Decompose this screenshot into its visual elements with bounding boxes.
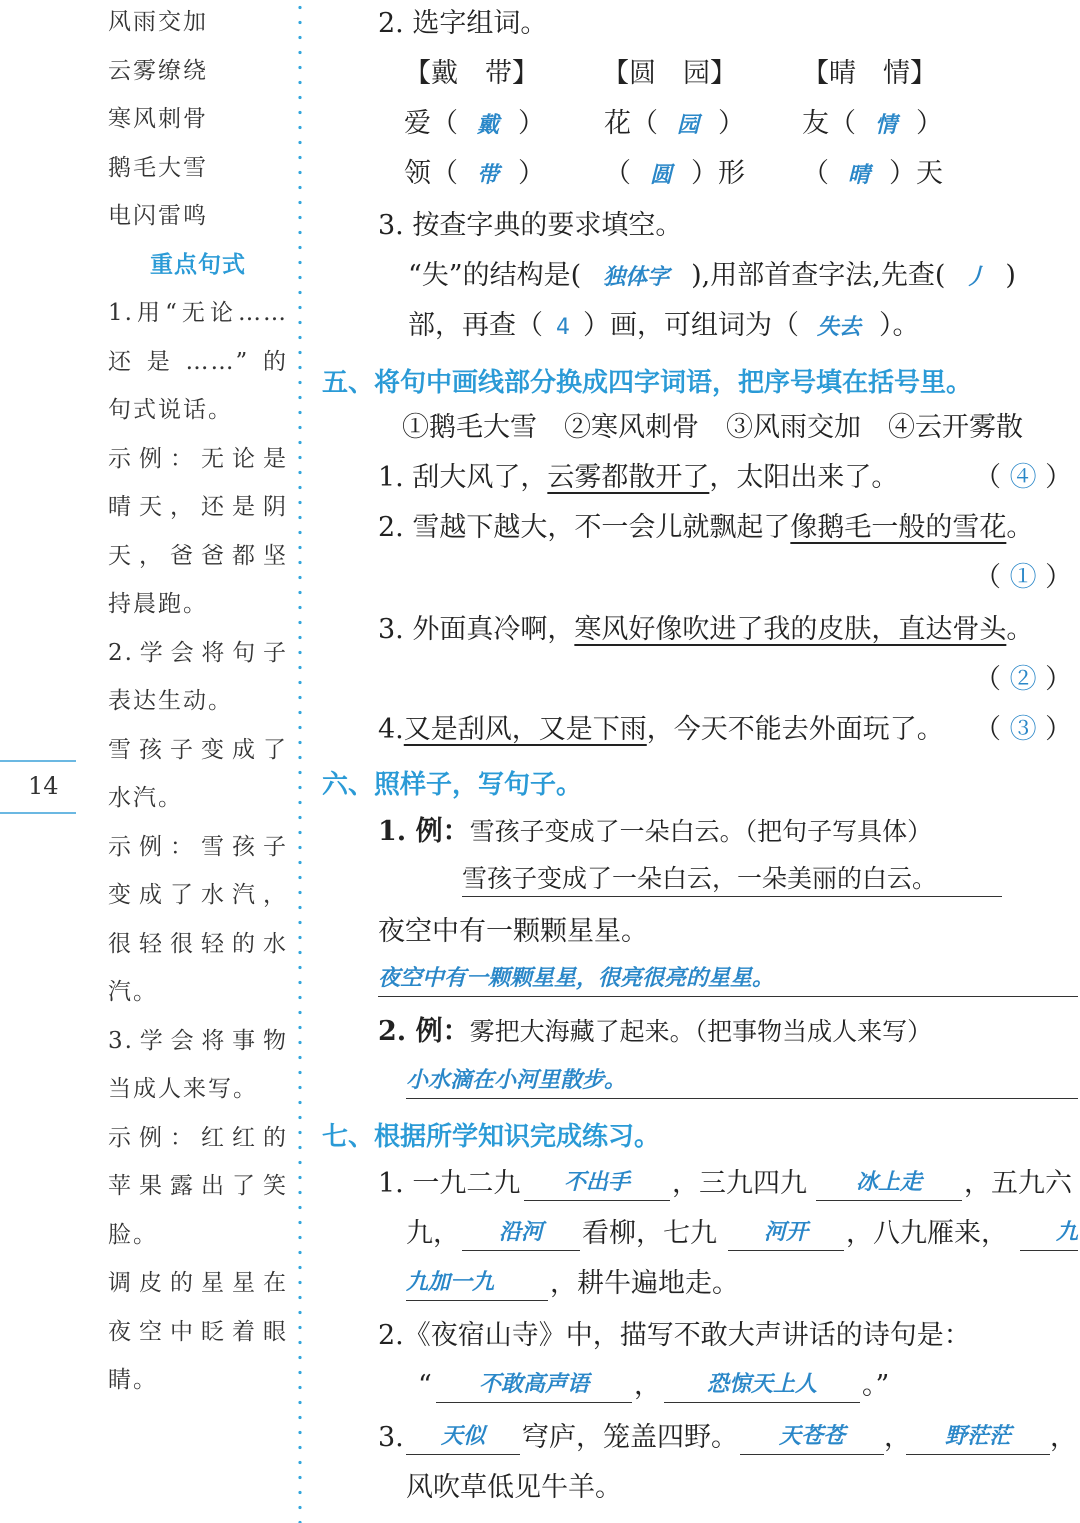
- dotted-divider: [298, 0, 302, 1523]
- section-title: 七、根据所学知识完成练习。: [322, 1122, 661, 1152]
- proverb-text: ，五九六: [964, 1168, 1072, 1199]
- char-group: 【圆 园】: [602, 58, 737, 89]
- sidebar-line: 2.学会将句子: [108, 639, 288, 666]
- word-blank: （ 晴 ）天: [802, 158, 943, 189]
- answer-blank: 野茫茫: [906, 1420, 1050, 1455]
- sidebar-line: 还是……”的: [108, 348, 288, 375]
- word-blank: 友（ 情 ）: [802, 108, 943, 139]
- page-number-rule-bottom: [0, 812, 76, 814]
- dictionary-line-1: “失”的结构是( 独体字 ),用部首查字法,先查( 丿 ): [408, 260, 1016, 291]
- answer-line: 小水滴在小河里散步。: [406, 1064, 1078, 1099]
- answer-blank: 恐惊天上人: [664, 1368, 860, 1403]
- answer-blank: 天苍苍: [740, 1420, 884, 1455]
- poem-number: 3.: [378, 1422, 404, 1453]
- answer-paren: （ ② ）: [974, 664, 1073, 695]
- answer-blank: 河开: [728, 1216, 844, 1251]
- example-1: 1. 例：雪孩子变成了一朵白云。（把句子写具体）: [378, 816, 933, 847]
- sidebar-line: 当成人来写。: [108, 1076, 258, 1102]
- idiom-options: ①鹅毛大雪 ②寒风刺骨 ③风雨交加 ④云开雾散: [402, 412, 1023, 443]
- sidebar-line: 示例：红红的: [108, 1124, 288, 1151]
- dictionary-line-2: 部，再查（ 4 ）画，可组词为（ 失去 ）。: [408, 310, 920, 341]
- char-group: 【戴 带】: [404, 58, 539, 89]
- sidebar-line: 1.用“无论……: [108, 300, 288, 326]
- example-model-sentence: 雪孩子变成了一朵白云，一朵美丽的白云。: [462, 862, 1002, 897]
- sidebar-line: 苹果露出了笑: [108, 1173, 288, 1199]
- proverb-text: ，三九四九: [672, 1168, 807, 1199]
- answer-blank: 冰上走: [816, 1166, 962, 1201]
- char-group: 【晴 情】: [802, 58, 937, 89]
- idiom: 风雨交加: [108, 9, 208, 35]
- sidebar-line: 表达生动。: [108, 688, 233, 714]
- answer-blank: 沿河: [462, 1216, 580, 1251]
- idiom: 云雾缭绕: [108, 57, 208, 84]
- sidebar-line: 很轻很轻的水: [108, 930, 288, 957]
- sentence-item: 4.又是刮风，又是下雨，今天不能去外面玩了。: [378, 714, 944, 745]
- answer-line: 夜空中有一颗颗星星，很亮很亮的星星。: [378, 962, 1078, 997]
- word-blank: 花（ 园 ）: [604, 108, 745, 139]
- word-blank: （ 圆 ）形: [604, 158, 745, 189]
- sidebar-line: 晴天，还是阴: [108, 494, 288, 520]
- section-title: 五、将句中画线部分换成四字词语，把序号填在括号里。: [322, 368, 973, 398]
- proverb-text: 九，: [406, 1218, 460, 1249]
- idiom: 寒风刺骨: [108, 106, 208, 132]
- page-number: 14: [28, 772, 59, 800]
- proverb-text: 看柳，七九: [582, 1218, 717, 1249]
- comma: ，: [1050, 1422, 1077, 1453]
- proverb-text: ，八九雁来，: [846, 1218, 1008, 1249]
- sentence-item: 1. 刮大风了，云雾都散开了，太阳出来了。: [378, 462, 899, 493]
- poem-question: 2.《夜宿山寺》中，描写不敢大声讲话的诗句是：: [378, 1320, 971, 1351]
- section-title: 六、照样子，写句子。: [322, 770, 583, 800]
- answer-paren: （ ③ ）: [974, 714, 1073, 745]
- quote-close: 。”: [862, 1370, 890, 1401]
- comma: ，: [884, 1422, 911, 1453]
- practice-sentence: 夜空中有一颗颗星星。: [378, 916, 648, 947]
- sidebar-line: 句式说话。: [108, 397, 233, 423]
- sidebar-line: 雪孩子变成了: [108, 736, 288, 763]
- word-blank: 领（ 带 ）: [404, 158, 545, 189]
- sidebar-line: 汽。: [108, 979, 158, 1005]
- poem-text: 穹庐，笼盖四野。: [522, 1422, 738, 1453]
- sidebar-line: 脸。: [108, 1221, 158, 1248]
- idiom: 电闪雷鸣: [108, 203, 208, 229]
- sentence-item: 2. 雪越下越大，不一会儿就飘起了像鹅毛一般的雪花。: [378, 512, 1034, 543]
- proverb-text: ，耕牛遍地走。: [550, 1268, 739, 1299]
- sidebar-line: 天，爸爸都坚: [108, 542, 288, 569]
- answer-blank: 不出手: [524, 1166, 670, 1201]
- question-title: 2. 选字组词。: [378, 8, 548, 39]
- answer-blank: 天似: [406, 1420, 520, 1455]
- sidebar-line: 示例：雪孩子: [108, 833, 288, 860]
- answer-paren: （ ④ ）: [974, 462, 1073, 493]
- answer-paren: （ ① ）: [974, 562, 1073, 593]
- word-blank: 爱（ 戴 ）: [404, 108, 545, 139]
- answer-blank: 九加一九: [406, 1266, 548, 1301]
- question-title: 3. 按查字典的要求填空。: [378, 210, 683, 241]
- sidebar-heading: 重点句式: [150, 251, 246, 278]
- idiom: 鹅毛大雪: [108, 154, 208, 181]
- page-number-rule-top: [0, 760, 76, 762]
- sidebar-line: 变成了水汽，: [108, 882, 288, 908]
- answer-blank: 不敢高声语: [436, 1368, 632, 1403]
- sidebar-line: 水汽。: [108, 785, 183, 811]
- example-2: 2. 例：雾把大海藏了起来。（把事物当成人来写）: [378, 1016, 933, 1047]
- sidebar-line: 示例：无论是: [108, 445, 288, 472]
- poem-text: 风吹草低见牛羊。: [406, 1472, 622, 1503]
- sidebar-line: 睛。: [108, 1367, 158, 1393]
- sidebar-line: 3.学会将事物: [108, 1027, 288, 1054]
- sidebar: [108, 0, 288, 1405]
- sentence-item: 3. 外面真冷啊，寒风好像吹进了我的皮肤，直达骨头。: [378, 614, 1034, 645]
- sidebar-line: 调皮的星星在: [108, 1270, 288, 1296]
- proverb-text: 1. 一九二九: [378, 1168, 521, 1199]
- answer-blank: 九: [1020, 1216, 1078, 1251]
- comma: ，: [634, 1370, 661, 1401]
- sidebar-line: 持晨跑。: [108, 591, 208, 617]
- sidebar-line: 夜空中眨着眼: [108, 1318, 288, 1345]
- quote-open: “: [418, 1370, 432, 1401]
